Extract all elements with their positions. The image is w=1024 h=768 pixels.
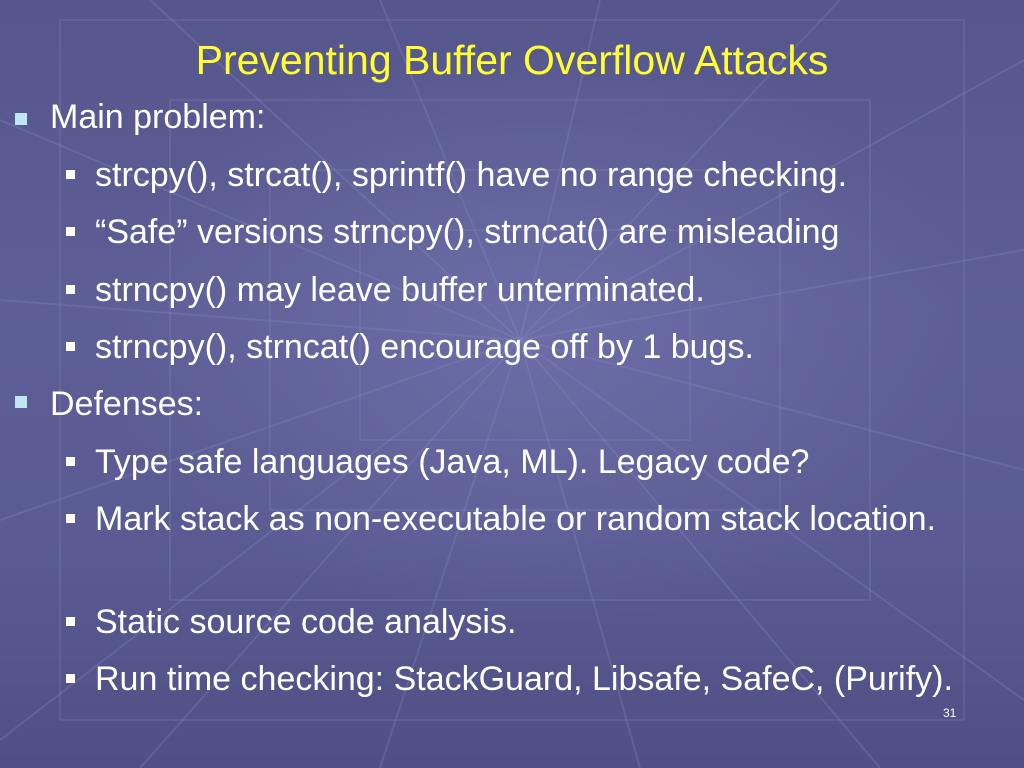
section-heading-defenses: Defenses: xyxy=(50,385,204,423)
list-item: strcpy(), strcat(), sprintf() have no range checking. xyxy=(95,156,848,194)
level1-bullet-icon xyxy=(15,113,27,125)
level2-bullet-icon xyxy=(66,342,75,351)
list-item: Type safe languages (Java, ML). Legacy code? xyxy=(95,443,810,481)
level2-bullet-icon xyxy=(66,227,75,236)
section-heading-main-problem: Main problem: xyxy=(50,98,266,136)
level2-bullet-icon xyxy=(66,285,75,294)
list-item: strncpy() may leave buffer unterminated. xyxy=(95,271,705,309)
level2-bullet-icon xyxy=(66,170,75,179)
page-number: 31 xyxy=(943,706,957,720)
list-item: Mark stack as non-executable or random stack location. xyxy=(95,500,936,538)
level2-bullet-icon xyxy=(66,617,75,626)
list-item: “Safe” versions strncpy(), strncat() are misleading xyxy=(95,213,840,251)
level1-bullet-icon xyxy=(15,396,27,408)
level2-bullet-icon xyxy=(66,674,75,683)
list-item: Run time checking: StackGuard, Libsafe, SafeC, (Purify). xyxy=(95,660,953,698)
level2-bullet-icon xyxy=(66,514,75,523)
slide-title: Preventing Buffer Overflow Attacks xyxy=(195,37,829,83)
level2-bullet-icon xyxy=(66,457,75,466)
list-item: Static source code analysis. xyxy=(95,603,517,641)
list-item: strncpy(), strncat() encourage off by 1 bugs. xyxy=(95,328,754,366)
